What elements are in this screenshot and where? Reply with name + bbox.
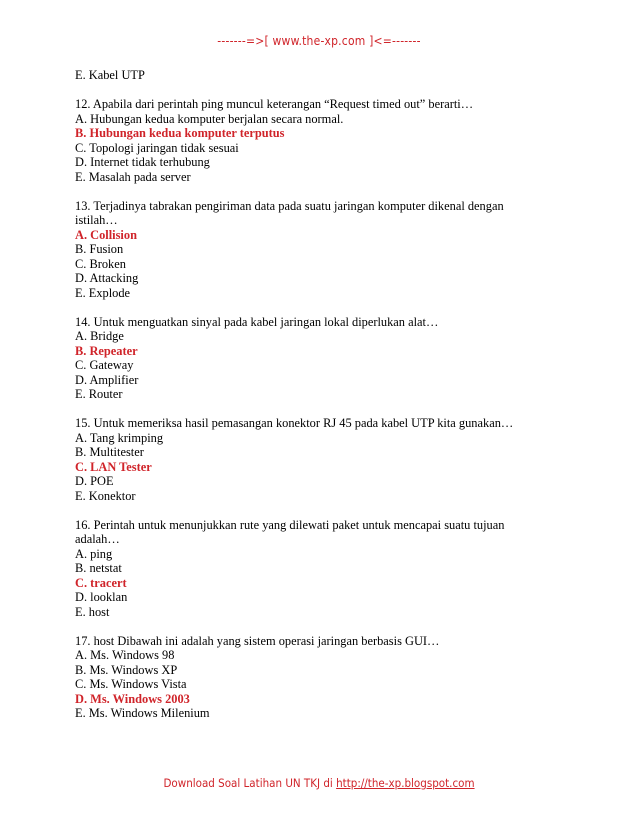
q12-option-d: D. Internet tidak terhubung — [75, 155, 210, 169]
q16-option-e: E. host — [75, 604, 110, 619]
question-14: 14. Untuk menguatkan sinyal pada kabel jaringan lokal diperlukan alat… — [75, 314, 439, 329]
q17-option-d-answer: D. Ms. Windows 2003 — [75, 691, 190, 706]
q13-option-c: C. Broken — [75, 256, 126, 271]
q16-option-c-answer: C. tracert — [75, 575, 127, 590]
footer-text: Download Soal Latihan UN TKJ di — [163, 776, 337, 790]
q15-option-b: B. Multitester — [75, 445, 144, 459]
q12-option-a: A. Hubungan kedua komputer berjalan secara normal. — [75, 111, 344, 126]
q15-option-c-answer: C. LAN Tester — [75, 459, 152, 474]
question-16: 16. Perintah untuk menunjukkan rute yang dilewati paket untuk mencapai suatu tujuan — [75, 517, 505, 532]
spacer — [75, 619, 545, 634]
q17-option-c: C. Ms. Windows Vista — [75, 677, 187, 691]
q16-option-a: A. ping — [75, 546, 113, 561]
spacer — [75, 184, 545, 199]
spacer — [75, 83, 545, 98]
q15-option-d: D. POE — [75, 474, 114, 488]
q15-option-e: E. Konektor — [75, 488, 136, 503]
question-13: 13. Terjadinya tabrakan pengiriman data pada suatu jaringan komputer dikenal dengan — [75, 198, 504, 213]
q13-option-d: D. Attacking — [75, 271, 139, 285]
q14-option-b-answer: B. Repeater — [75, 343, 138, 358]
question-12: 12. Apabila dari perintah ping muncul keterangan “Request timed out” berarti… — [75, 97, 474, 111]
question-13-cont: istilah… — [75, 213, 118, 227]
question-15: 15. Untuk memeriksa hasil pemasangan konektor RJ 45 pada kabel UTP kita gunakan… — [75, 416, 514, 430]
q13-option-a-answer: A. Collision — [75, 227, 137, 242]
q17-option-a: A. Ms. Windows 98 — [75, 648, 175, 662]
q16-option-d: D. looklan — [75, 590, 128, 604]
spacer — [75, 503, 545, 518]
footer-link[interactable]: http://the-xp.blogspot.com — [336, 776, 475, 790]
q14-option-e: E. Router — [75, 387, 123, 401]
spacer — [75, 402, 545, 417]
question-17: 17. host Dibawah ini adalah yang sistem operasi jaringan berbasis GUI… — [75, 633, 440, 648]
spacer — [75, 300, 545, 315]
page-footer — [0, 776, 638, 790]
q12-option-e: E. Masalah pada server — [75, 169, 191, 184]
q14-option-c: C. Gateway — [75, 358, 134, 372]
q12-option-c: C. Topologi jaringan tidak sesuai — [75, 140, 239, 155]
q13-option-b: B. Fusion — [75, 242, 124, 256]
q17-option-b: B. Ms. Windows XP — [75, 662, 178, 677]
page-header: -------=>[ www.the-xp.com ]<=------- — [217, 34, 421, 48]
q17-option-e: E. Ms. Windows Milenium — [75, 706, 210, 720]
q13-option-e: E. Explode — [75, 285, 131, 300]
question-16-cont: adalah… — [75, 532, 120, 546]
q16-option-b: B. netstat — [75, 561, 122, 575]
q15-option-a: A. Tang krimping — [75, 430, 164, 445]
leading-option: E. Kabel UTP — [75, 68, 145, 82]
q12-option-b-answer: B. Hubungan kedua komputer terputus — [75, 126, 285, 140]
question-list — [75, 68, 545, 721]
q14-option-a: A. Bridge — [75, 329, 124, 343]
q14-option-d: D. Amplifier — [75, 372, 139, 387]
